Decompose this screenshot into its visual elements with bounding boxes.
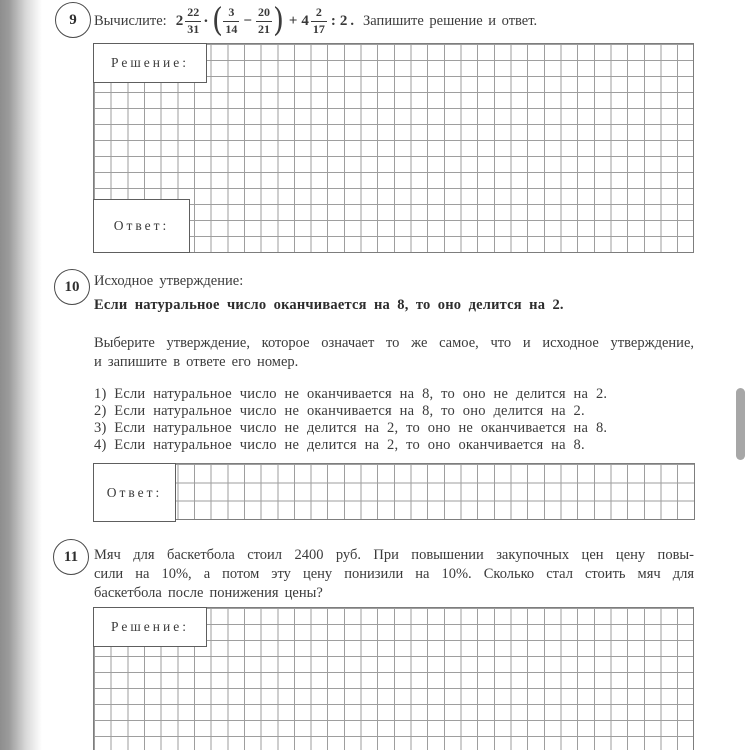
question-10-number: 10 — [64, 278, 80, 295]
question-9-prompt: Вычислите: — [94, 13, 167, 29]
fraction-3-numerator: 20 — [257, 5, 270, 20]
mixed-2-fraction — [311, 6, 327, 37]
question-10-options — [94, 386, 607, 454]
solution-label: Решение: — [111, 55, 189, 70]
question-9-work-grid[interactable] — [93, 43, 694, 253]
question-9-solution-label-box — [93, 43, 207, 83]
question-11-text — [94, 546, 694, 604]
question-11-line: сили на 10%, а потом эту цену понизили на 10%. Сколько стал стоить мяч для — [94, 566, 694, 583]
option-2: 2) Если натуральное число не оканчивается на 8, то оно делится на 2. — [94, 402, 585, 419]
fraction-2-numerator: 3 — [228, 5, 235, 20]
mixed-1-numerator: 22 — [187, 5, 200, 20]
plus-operator: + — [288, 13, 298, 29]
question-10-intro: Исходное утверждение: — [94, 273, 244, 289]
divide-operator: : — [330, 13, 336, 29]
question-9-formula — [175, 0, 355, 39]
question-9-answer-label-box — [93, 199, 190, 253]
question-11-line: Мяч для баскетбола стоил 2400 руб. При повышении закупочных цен цену повы- — [94, 547, 694, 563]
formula-period: . — [350, 13, 355, 29]
mixed-1-whole: 2 — [175, 13, 184, 29]
question-11-work-grid[interactable] — [93, 607, 694, 750]
question-11-line: баскетбола после понижения цены? — [94, 585, 323, 602]
question-10-instruction — [94, 334, 694, 372]
question-10-answer-label-box — [93, 463, 176, 522]
mixed-2-whole: 4 — [301, 13, 309, 29]
instruction-line: и запишите в ответе его номер. — [94, 354, 299, 370]
instruction-line: Выберите утверждение, которое означает то же самое, что и исходное утверждение, — [94, 335, 694, 351]
question-9-number-circle — [55, 2, 91, 38]
question-10-statement: Если натуральное число оканчивается на 8, то оно делится на 2. — [94, 297, 564, 313]
question-11-solution-label-box — [93, 607, 207, 647]
vertical-scrollbar-thumb[interactable] — [736, 388, 745, 460]
mixed-number-2 — [301, 6, 327, 37]
close-paren: ) — [272, 0, 284, 39]
open-paren: ( — [211, 0, 223, 39]
mixed-2-denominator: 17 — [312, 22, 325, 36]
solution-label: Решение: — [111, 619, 189, 634]
answer-label: Ответ: — [113, 218, 170, 233]
answer-label: Ответ: — [106, 484, 163, 500]
question-10-answer-grid[interactable] — [93, 463, 695, 520]
option-3: 3) Если натуральное число не делится на 2, то оно не оканчивается на 8. — [94, 419, 608, 436]
multiply-operator: · — [203, 12, 209, 30]
question-11-number-circle — [53, 539, 89, 575]
mixed-1-denominator: 31 — [187, 22, 200, 36]
fraction-2-denominator: 14 — [225, 22, 238, 36]
mixed-2-numerator: 2 — [315, 5, 322, 20]
option-4: 4) Если натуральное число не делится на 2, то оно оканчивается на 8. — [94, 436, 585, 453]
mixed-number-1 — [176, 6, 202, 37]
fraction-2 — [223, 6, 239, 37]
minus-operator: − — [243, 13, 252, 29]
question-9-suffix: Запишите решение и ответ. — [363, 13, 538, 29]
option-1: 1) Если натуральное число не оканчивается на 8, то оно не делится на 2. — [94, 386, 608, 402]
question-11-number: 11 — [63, 548, 79, 565]
mixed-1-fraction — [185, 6, 201, 37]
question-10-number-circle — [54, 269, 90, 305]
question-9-prompt-line — [94, 0, 537, 43]
fraction-3-denominator: 21 — [257, 22, 270, 36]
page-edge-shadow — [0, 0, 44, 750]
divisor: 2 — [339, 13, 348, 29]
question-9-number: 9 — [69, 11, 77, 28]
fraction-3 — [256, 6, 272, 37]
